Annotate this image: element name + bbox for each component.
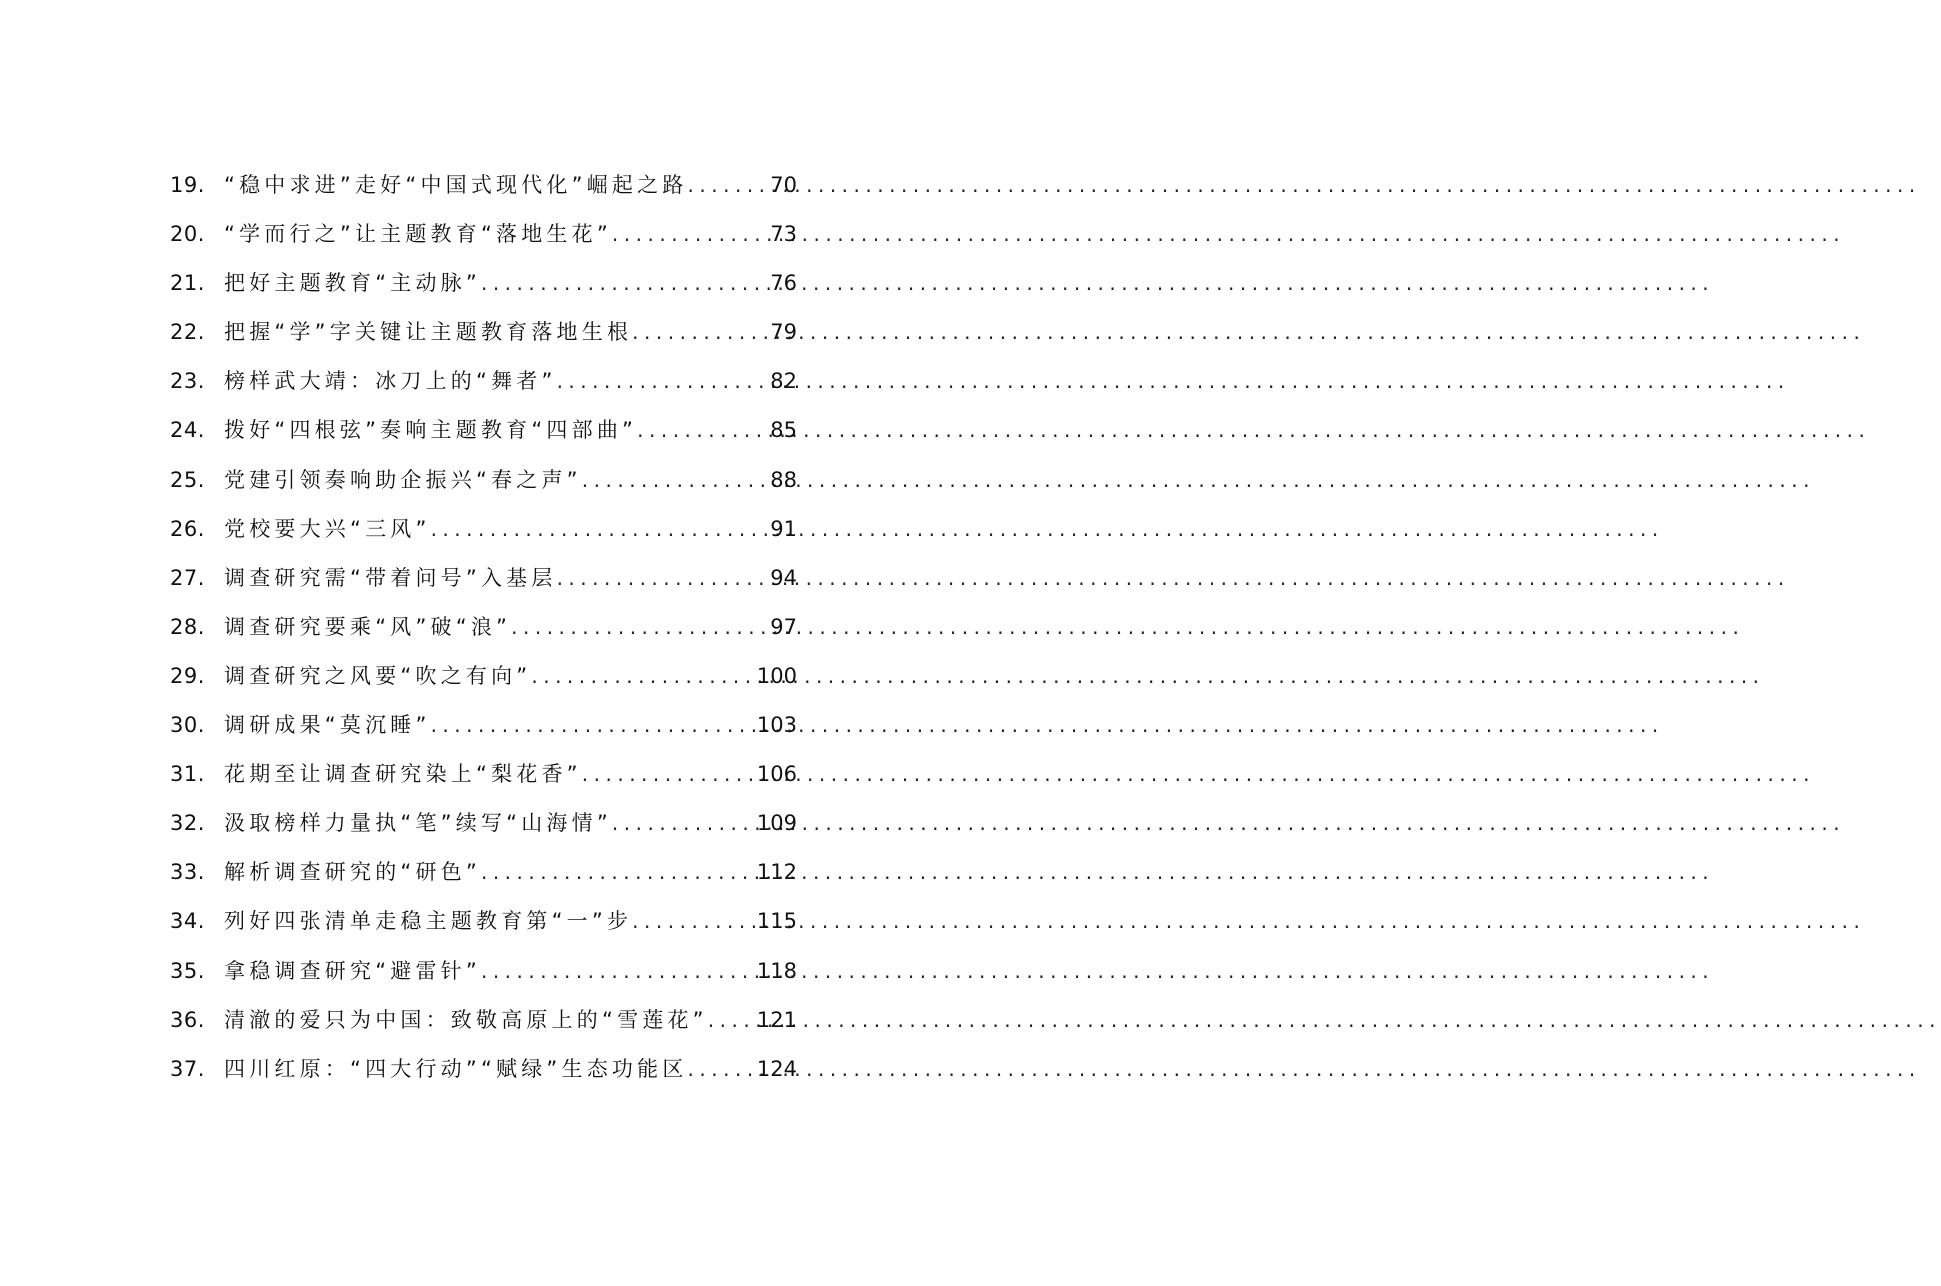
- toc-entry-page: 118: [756, 958, 797, 983]
- toc-entry-page: 103: [756, 713, 797, 738]
- toc-entry-number: 20.: [170, 222, 205, 247]
- toc-entry-number: 31.: [170, 762, 205, 787]
- toc-dot-leader: [637, 408, 768, 453]
- toc-entry-title: 党建引领奏响助企振兴“春之声”: [224, 467, 582, 492]
- toc-entry-title: 把握“学”字关键让主题教育落地生根: [224, 320, 633, 345]
- toc-entry-title: 清澈的爱只为中国：致敬高原上的“雪莲花”: [224, 1007, 708, 1032]
- toc-entry-number: 19.: [170, 173, 205, 197]
- toc-entry: [170, 998, 797, 1047]
- toc-entry-title: 调研成果“莫沉睡”: [224, 713, 431, 738]
- toc-entry: [170, 850, 797, 899]
- toc-entry-number: 27.: [170, 565, 205, 590]
- toc-dot-leader: [557, 359, 769, 404]
- toc-entry-number: 37.: [170, 1056, 205, 1081]
- toc-entry: [170, 899, 797, 948]
- toc-entry: [170, 310, 797, 359]
- toc-dot-leader: [612, 212, 768, 257]
- toc-entry-title: 花期至让调查研究染上“梨花香”: [224, 762, 582, 787]
- toc-entry-title: 解析调查研究的“研色”: [224, 860, 481, 885]
- toc-entry-number: 23.: [170, 369, 205, 394]
- toc-dot-leader: [632, 899, 755, 944]
- toc-entry-number: 35.: [170, 958, 205, 983]
- toc-entry-page: 88: [770, 467, 797, 492]
- toc-entry-number: 28.: [170, 614, 205, 639]
- toc-entry-page: 109: [756, 811, 797, 836]
- toc-entry-title: “学而行之”让主题教育“落地生花”: [224, 222, 612, 247]
- toc-dot-leader: [688, 163, 769, 208]
- table-of-contents: [170, 163, 797, 1096]
- toc-entry-number: 30.: [170, 713, 205, 738]
- toc-entry-number: 21.: [170, 271, 205, 296]
- toc-entry-number: 33.: [170, 860, 205, 885]
- toc-entry-page: 79: [770, 320, 797, 345]
- toc-dot-leader: [481, 949, 755, 994]
- toc-dot-leader: [612, 801, 755, 846]
- toc-entry-number: 32.: [170, 811, 205, 836]
- toc-entry-number: 25.: [170, 467, 205, 492]
- toc-entry: [170, 752, 797, 801]
- toc-entry: [170, 654, 797, 703]
- toc-entry-number: 34.: [170, 909, 205, 934]
- toc-entry-page: 91: [770, 516, 797, 541]
- toc-entry-title: 把好主题教育“主动脉”: [224, 271, 481, 296]
- toc-dot-leader: [531, 654, 755, 699]
- toc-entry: [170, 212, 797, 261]
- toc-dot-leader: [557, 556, 769, 601]
- toc-entry: [170, 163, 797, 212]
- toc-entry-title: 党校要大兴“三风”: [224, 516, 431, 541]
- toc-entry: [170, 408, 797, 457]
- toc-entry-title: 四川红原：“四大行动”“赋绿”生态功能区: [224, 1056, 688, 1081]
- toc-entry-page: 97: [770, 614, 797, 639]
- toc-entry-page: 70: [770, 173, 797, 197]
- toc-entry-title: 拿稳调查研究“避雷针”: [224, 958, 481, 983]
- toc-entry-page: 82: [770, 369, 797, 394]
- toc-entry-page: 85: [770, 418, 797, 443]
- toc-dot-leader: [481, 261, 768, 306]
- toc-entry-number: 29.: [170, 663, 205, 688]
- toc-entry-number: 26.: [170, 516, 205, 541]
- toc-entry: [170, 261, 797, 310]
- toc-entry-page: 73: [770, 222, 797, 247]
- toc-entry: [170, 507, 797, 556]
- toc-entry-page: 94: [770, 565, 797, 590]
- toc-entry: [170, 801, 797, 850]
- toc-entry-page: 76: [770, 271, 797, 296]
- toc-entry-title: 调查研究要乘“风”破“浪”: [224, 614, 512, 639]
- toc-dot-leader: [431, 507, 769, 552]
- toc-dot-leader: [511, 605, 768, 650]
- toc-entry-number: 22.: [170, 320, 205, 345]
- toc-entry-title: 列好四张清单走稳主题教育第“一”步: [224, 909, 633, 934]
- toc-dot-leader: [688, 1047, 755, 1092]
- toc-dot-leader: [632, 310, 768, 355]
- toc-dot-leader: [708, 998, 755, 1043]
- toc-dot-leader: [481, 850, 755, 895]
- toc-entry: [170, 458, 797, 507]
- toc-entry: [170, 605, 797, 654]
- toc-entry-page: 100: [756, 663, 797, 688]
- toc-entry-title: “稳中求进”走好“中国式现代化”崛起之路: [224, 173, 688, 197]
- toc-entry-title: 调查研究之风要“吹之有向”: [224, 663, 532, 688]
- toc-entry-page: 121: [756, 1007, 797, 1032]
- toc-entry-page: 115: [756, 909, 797, 934]
- toc-dot-leader: [582, 752, 755, 797]
- toc-entry-number: 36.: [170, 1007, 205, 1032]
- toc-entry: [170, 1047, 797, 1096]
- toc-entry-title: 榜样武大靖：冰刀上的“舞者”: [224, 369, 557, 394]
- toc-entry-number: 24.: [170, 418, 205, 443]
- toc-entry-page: 124: [756, 1056, 797, 1081]
- toc-entry-title: 拨好“四根弦”奏响主题教育“四部曲”: [224, 418, 638, 443]
- toc-entry: [170, 556, 797, 605]
- toc-entry: [170, 949, 797, 998]
- toc-entry-title: 调查研究需“带着问号”入基层: [224, 565, 557, 590]
- toc-entry: [170, 703, 797, 752]
- toc-entry: [170, 359, 797, 408]
- toc-dot-leader: [431, 703, 755, 748]
- toc-dot-leader: [582, 458, 769, 503]
- toc-entry-title: 汲取榜样力量执“笔”续写“山海情”: [224, 811, 612, 836]
- toc-entry-page: 112: [756, 860, 797, 885]
- toc-entry-page: 106: [756, 762, 797, 787]
